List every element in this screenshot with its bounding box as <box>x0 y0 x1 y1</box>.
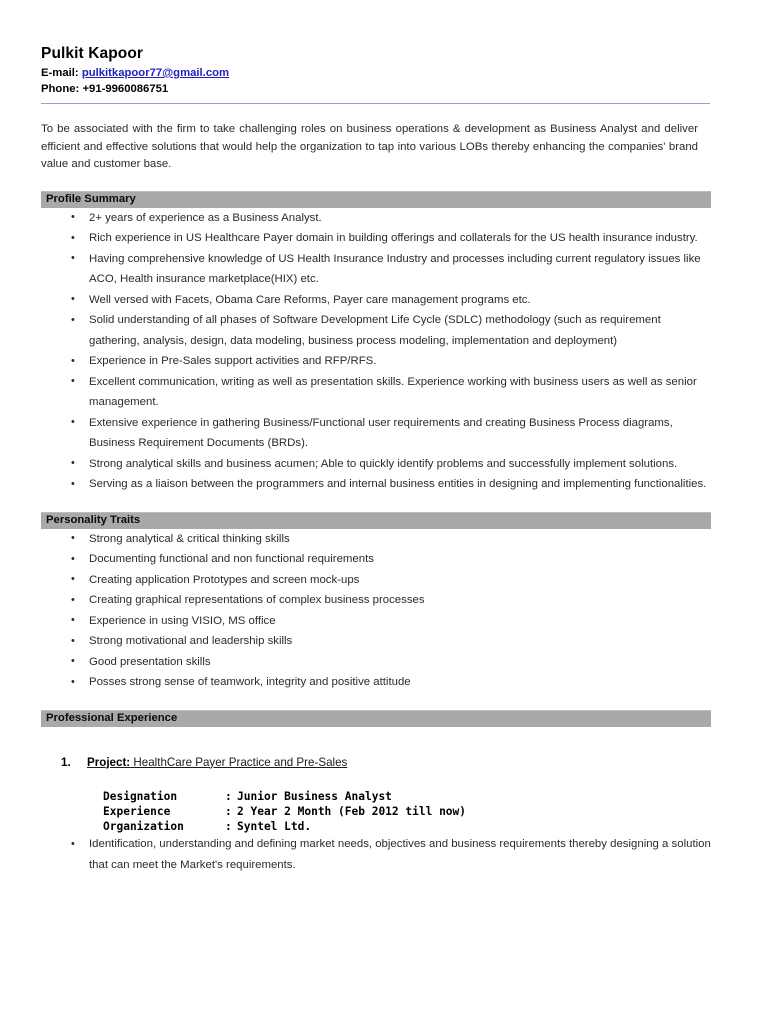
resume-header <box>41 44 711 104</box>
profile-summary-list <box>41 208 711 495</box>
table-row <box>103 804 466 819</box>
email-label: E-mail: <box>41 67 79 79</box>
project-entry <box>41 755 711 771</box>
table-row <box>103 789 466 804</box>
list-item: • Experience in Pre-Sales support activities and RFP/RFS. <box>41 351 711 372</box>
phone-label: Phone: <box>41 82 80 95</box>
phone-line <box>41 82 711 98</box>
list-item: • Experience in using VISIO, MS office <box>41 611 711 632</box>
list-item: • Creating application Prototypes and screen mock-ups <box>41 570 711 591</box>
detail-separator: : <box>225 820 232 834</box>
section-title: Profile Summary <box>46 193 136 205</box>
list-item: • Strong analytical skills and business acumen; Able to quickly identify problems and successfully implement solutions. <box>41 454 711 475</box>
list-item: • Extensive experience in gathering Business/Functional user requirements and creating Business Process diagrams, Business Requirement Documents (BRDs). <box>41 413 711 454</box>
list-item: • Good presentation skills <box>41 652 711 673</box>
list-item: • 2+ years of experience as a Business Analyst. <box>41 208 711 229</box>
objective-paragraph: To be associated with the firm to take challenging roles on business operations & development as Business Analyst and deliver efficient and effective solutions that would help the organization to tap into various LOBs thereby enhancing the companies' brand value and customer base. <box>41 123 698 170</box>
section-title: Professional Experience <box>46 712 178 724</box>
project-keyword: Project: <box>87 755 131 769</box>
list-item: • Having comprehensive knowledge of US Health Insurance Industry and processes including current regulatory issues like ACO, Health insurance marketplace(HIX) etc. <box>41 249 711 290</box>
list-item: • Rich experience in US Healthcare Payer domain in building offerings and collaterals for the US health insurance industry. <box>41 228 711 249</box>
project-number: 1. <box>61 755 71 769</box>
section-header-professional-experience <box>41 710 711 727</box>
detail-separator: : <box>225 804 232 818</box>
list-item: • Solid understanding of all phases of Software Development Life Cycle (SDLC) methodology (such as requirement gathering, analysis, design, data modeling, business process modeling, implementation and deployment) <box>41 310 711 351</box>
resume-content <box>41 44 711 875</box>
detail-value: Syntel Ltd. <box>237 820 312 834</box>
list-item: • Well versed with Facets, Obama Care Reforms, Payer care management programs etc. <box>41 290 711 311</box>
list-item: • Serving as a liaison between the programmers and internal business entities in designing and implementing functionalities. <box>41 474 711 495</box>
detail-value: 2 Year 2 Month (Feb 2012 till now) <box>237 804 467 818</box>
project-name: HealthCare Payer Practice and Pre-Sales <box>130 755 348 769</box>
detail-label: Experience <box>103 804 171 818</box>
project-responsibilities-list <box>41 834 711 875</box>
candidate-name: Pulkit Kapoor <box>41 45 144 62</box>
project-details-table <box>103 789 466 835</box>
list-item: • Creating graphical representations of complex business processes <box>41 590 711 611</box>
email-line <box>41 66 711 82</box>
detail-label: Organization <box>103 820 184 834</box>
detail-separator: : <box>225 789 232 803</box>
list-item: • Identification, understanding and defining market needs, objectives and business requirements thereby designing a solution that can meet the Market's requirements. <box>41 834 711 875</box>
phone-value: +91-9960086751 <box>82 82 169 95</box>
section-header-personality-traits <box>41 512 711 529</box>
list-item: • Excellent communication, writing as well as presentation skills. Experience working with business users as well as senior management. <box>41 372 711 413</box>
detail-value: Junior Business Analyst <box>237 789 392 803</box>
section-title: Personality Traits <box>46 514 141 526</box>
section-header-profile-summary <box>41 191 711 208</box>
list-item: • Documenting functional and non functional requirements <box>41 549 711 570</box>
header-divider <box>41 103 710 104</box>
project-title <box>87 755 347 771</box>
table-row <box>103 819 466 834</box>
detail-label: Designation <box>103 789 178 803</box>
email-link[interactable]: pulkitkapoor77@gmail.com <box>81 67 230 79</box>
list-item: • Strong motivational and leadership skills <box>41 631 711 652</box>
personality-traits-list <box>41 529 711 693</box>
list-item: • Posses strong sense of teamwork, integrity and positive attitude <box>41 672 711 693</box>
list-item: • Strong analytical & critical thinking skills <box>41 529 711 550</box>
